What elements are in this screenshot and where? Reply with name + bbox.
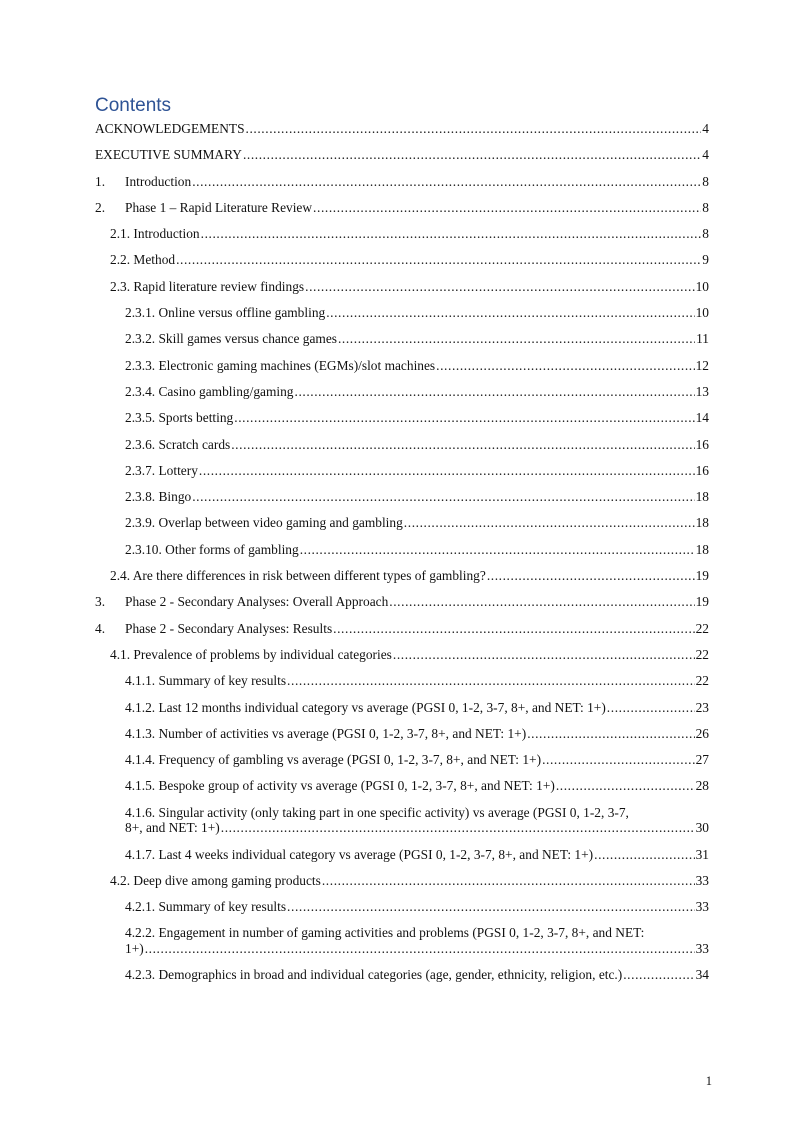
toc-entry-title: ACKNOWLEDGEMENTS — [95, 121, 245, 136]
toc-entry-page: 9 — [702, 252, 709, 268]
dot-leader — [594, 847, 694, 863]
toc-entry-4-1-3[interactable] — [95, 726, 709, 742]
toc-entry-4-1-4[interactable] — [95, 752, 709, 768]
toc-entry-page: 33 — [695, 872, 709, 888]
toc-entry-page: 10 — [695, 305, 709, 321]
toc-entry-4-2-2[interactable] — [95, 925, 709, 956]
toc-entry-2-4[interactable] — [95, 568, 709, 584]
dot-leader — [192, 174, 701, 190]
toc-entry-page: 19 — [695, 594, 709, 610]
toc-entry-page: 23 — [695, 699, 709, 715]
toc-entry-title: 2.4. Are there differences in risk between different types of gambling? — [110, 568, 486, 584]
toc-entry-number: 2. — [95, 199, 106, 215]
dot-leader — [176, 252, 701, 268]
dot-leader — [234, 410, 694, 426]
toc-entry-2-3-8[interactable] — [95, 489, 709, 505]
toc-entry-phase-2-approach[interactable] — [95, 594, 709, 610]
toc-entry-page: 10 — [695, 278, 709, 294]
toc-entry-4-1-2[interactable] — [95, 700, 709, 716]
dot-leader — [287, 673, 695, 689]
dot-leader — [246, 121, 702, 137]
toc-entry-title: Phase 2 - Secondary Analyses: Results — [125, 620, 333, 636]
toc-entry-title: 4.2. Deep dive among gaming products — [110, 872, 321, 888]
toc-entry-page: 18 — [695, 489, 709, 505]
toc-entry-title: 2.3.1. Online versus offline gambling — [125, 305, 326, 321]
toc-entry-page: 14 — [695, 410, 709, 426]
dot-leader — [393, 647, 695, 663]
dot-leader — [404, 515, 695, 531]
toc-entry-title: 4.1.3. Number of activities vs average (PGSI 0, 1-2, 3-7, 8+, and NET: 1+) — [125, 725, 527, 741]
toc-entry-page: 28 — [695, 778, 709, 794]
toc-entry-page: 27 — [695, 752, 709, 768]
toc-entry-4-1-7[interactable] — [95, 847, 709, 863]
dot-leader — [527, 726, 694, 742]
toc-entry-title: 4.1.2. Last 12 months individual category vs average (PGSI 0, 1-2, 3-7, 8+, and NET: 1+) — [125, 699, 606, 715]
toc-entry-2-3-2[interactable] — [95, 331, 709, 347]
dot-leader — [389, 594, 694, 610]
dot-leader — [305, 279, 694, 295]
dot-leader — [556, 778, 695, 794]
toc-entry-title-line-1: 4.1.6. Singular activity (only taking part in one specific activity) vs average (PGSI 0, 1-2, 3-7, — [125, 804, 629, 820]
toc-entry-4-2-3[interactable] — [95, 967, 709, 983]
toc-entry-4-2-1[interactable] — [95, 899, 709, 915]
toc-entry-title: 2.3.2. Skill games versus chance games — [125, 331, 337, 347]
toc-entry-title: 2.3.5. Sports betting — [125, 410, 234, 426]
dot-leader — [231, 437, 694, 453]
dot-leader — [326, 305, 694, 321]
toc-entry-title: 4.1.1. Summary of key results — [125, 673, 287, 689]
toc-entry-title: 2.3.7. Lottery — [125, 462, 198, 478]
toc-entry-title: Phase 2 - Secondary Analyses: Overall Approach — [125, 594, 389, 610]
toc-entry-title: 2.3.8. Bingo — [125, 489, 192, 505]
toc-entry-title-line-2: 1+) — [125, 940, 144, 956]
toc-entry-2-3-3[interactable] — [95, 358, 709, 374]
toc-entry-4-1-6[interactable] — [95, 805, 709, 836]
toc-entry-title-row — [125, 820, 709, 836]
toc-entry-title: 2.3.6. Scratch cards — [125, 436, 231, 452]
toc-entry-page: 16 — [695, 436, 709, 452]
dot-leader — [145, 941, 695, 957]
toc-entry-page: 4 — [702, 147, 709, 163]
toc-entry-title: 2.3.4. Casino gambling/gaming — [125, 383, 294, 399]
toc-entry-title: 2.3.10. Other forms of gambling — [125, 541, 299, 557]
dot-leader — [338, 331, 695, 347]
toc-entry-page: 19 — [695, 568, 709, 584]
toc-entry-page: 12 — [695, 357, 709, 373]
dot-leader — [287, 899, 695, 915]
toc-entry-2-3[interactable] — [95, 279, 709, 295]
toc-entry-page: 22 — [695, 620, 709, 636]
toc-entry-2-3-9[interactable] — [95, 515, 709, 531]
toc-entry-page: 4 — [702, 121, 709, 136]
toc-entry-title: 4.1.5. Bespoke group of activity vs average (PGSI 0, 1-2, 3-7, 8+, and NET: 1+) — [125, 778, 555, 794]
toc-entry-number: 4. — [95, 620, 106, 636]
toc-entry-4-2[interactable] — [95, 873, 709, 889]
toc-entry-4-1-1[interactable] — [95, 673, 709, 689]
dot-leader — [243, 147, 701, 163]
toc-entry-page: 8 — [702, 173, 709, 189]
toc-entry-title: 2.2. Method — [110, 252, 176, 268]
dot-leader — [487, 568, 695, 584]
toc-entry-page: 13 — [695, 383, 709, 399]
toc-entry-title-line-1: 4.2.2. Engagement in number of gaming activities and problems (PGSI 0, 1-2, 3-7, 8+, and NET: — [125, 925, 645, 941]
dot-leader — [295, 384, 695, 400]
toc-entry-2-3-1[interactable] — [95, 305, 709, 321]
contents-heading: Contents — [95, 95, 172, 116]
toc-entry-page: 8 — [702, 226, 709, 242]
toc-entry-phase-2-results[interactable] — [95, 621, 709, 637]
toc-entry-page: 31 — [695, 846, 709, 862]
toc-entry-2-2[interactable] — [95, 252, 709, 268]
toc-entry-page: 18 — [695, 541, 709, 557]
toc-entry-number: 3. — [95, 594, 106, 610]
toc-entry-title: Introduction — [125, 173, 192, 189]
dot-leader — [436, 358, 694, 374]
toc-entry-page: 33 — [695, 940, 709, 956]
dot-leader — [201, 226, 702, 242]
toc-entry-number: 1. — [95, 173, 106, 189]
toc-entry-page: 26 — [695, 725, 709, 741]
toc-entry-title: 4.1. Prevalence of problems by individual categories — [110, 646, 392, 662]
toc-entry-title: 2.1. Introduction — [110, 226, 200, 242]
dot-leader — [313, 200, 701, 216]
page-number: 1 — [705, 1074, 712, 1088]
toc-entry-2-3-4[interactable] — [95, 384, 709, 400]
toc-entry-2-1[interactable] — [95, 226, 709, 242]
toc-entry-title: 2.3.3. Electronic gaming machines (EGMs)/slot machines — [125, 357, 436, 373]
toc-entry-2-3-10[interactable] — [95, 542, 709, 558]
table-of-contents — [95, 121, 709, 994]
toc-entry-2-3-6[interactable] — [95, 437, 709, 453]
toc-entry-page: 33 — [695, 899, 709, 915]
toc-entry-page: 11 — [696, 331, 709, 347]
toc-entry-title: 2.3.9. Overlap between video gaming and gambling — [125, 515, 403, 531]
toc-entry-title: 2.3. Rapid literature review findings — [110, 278, 305, 294]
toc-entry-page: 16 — [695, 462, 709, 478]
toc-entry-introduction[interactable] — [95, 174, 709, 190]
dot-leader — [192, 489, 694, 505]
dot-leader — [221, 820, 695, 836]
toc-entry-4-1[interactable] — [95, 647, 709, 663]
toc-entry-title: Phase 1 – Rapid Literature Review — [125, 199, 313, 215]
toc-entry-acknowledgements[interactable] — [95, 121, 709, 137]
toc-entry-title: 4.2.3. Demographics in broad and individual categories (age, gender, ethnicity, religion, etc.) — [125, 967, 623, 983]
dot-leader — [300, 542, 695, 558]
toc-entry-page: 22 — [695, 646, 709, 662]
toc-entry-title: 4.1.7. Last 4 weeks individual category vs average (PGSI 0, 1-2, 3-7, 8+, and NET: 1+) — [125, 846, 594, 862]
toc-entry-page: 8 — [702, 199, 709, 215]
dot-leader — [542, 752, 695, 768]
dot-leader — [322, 873, 695, 889]
toc-entry-page: 34 — [695, 967, 709, 983]
toc-entry-title: EXECUTIVE SUMMARY — [95, 147, 242, 163]
toc-entry-2-3-7[interactable] — [95, 463, 709, 479]
dot-leader — [333, 621, 694, 637]
toc-entry-executive-summary[interactable] — [95, 147, 709, 163]
toc-entry-4-1-5[interactable] — [95, 778, 709, 794]
toc-entry-page: 30 — [695, 820, 709, 836]
dot-leader — [607, 700, 695, 716]
toc-entry-title: 4.2.1. Summary of key results — [125, 899, 287, 915]
toc-entry-title-row — [125, 941, 709, 957]
toc-entry-title-line-2: 8+, and NET: 1+) — [125, 820, 220, 836]
dot-leader — [199, 463, 695, 479]
toc-entry-page: 22 — [695, 673, 709, 689]
toc-entry-phase-1[interactable] — [95, 200, 709, 216]
toc-entry-page: 18 — [695, 515, 709, 531]
toc-entry-2-3-5[interactable] — [95, 410, 709, 426]
toc-entry-title: 4.1.4. Frequency of gambling vs average (PGSI 0, 1-2, 3-7, 8+, and NET: 1+) — [125, 752, 542, 768]
dot-leader — [623, 967, 694, 983]
